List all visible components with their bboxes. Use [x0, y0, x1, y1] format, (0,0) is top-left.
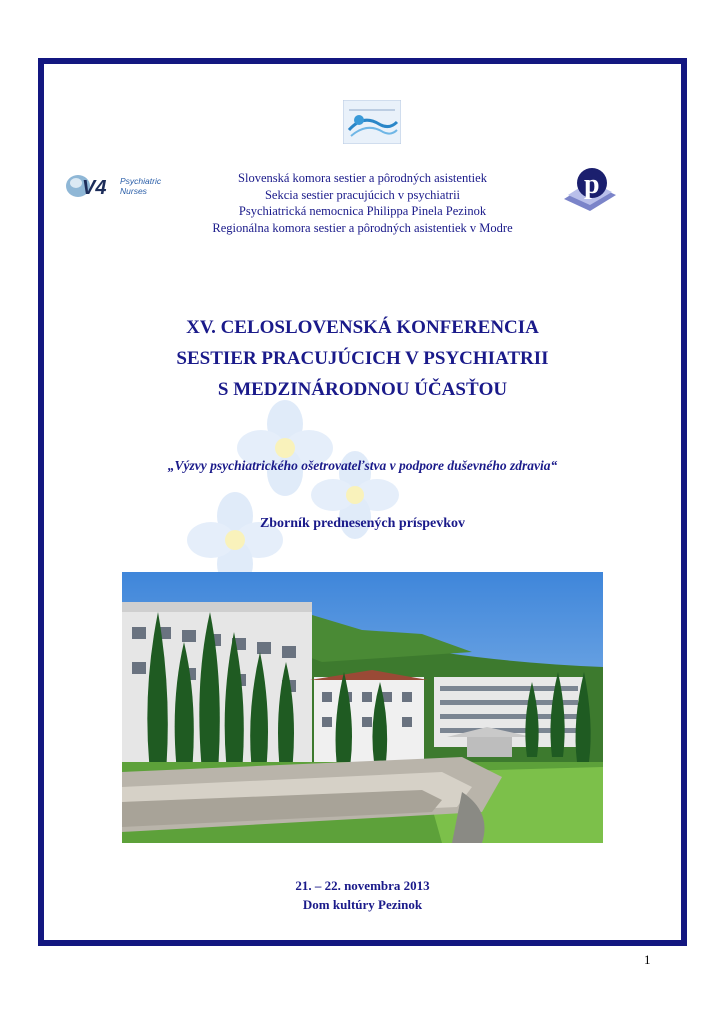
title-line: SESTIER PRACUJÚCICH V PSYCHIATRII [176, 348, 549, 369]
organizer-line: Sekcia sestier pracujúcich v psychiatrii [264, 187, 461, 202]
organizers-list [150, 170, 575, 236]
page-number: 1 [644, 952, 651, 967]
conference-subtitle: „Výzvy psychiatrického ošetrovateľstva v podpore duševného zdravia“ [167, 458, 558, 473]
organizer-line: Slovenská komora sestier a pôrodných asistentiek [238, 171, 487, 185]
title-line: XV. CELOSLOVENSKÁ KONFERENCIA [186, 317, 539, 338]
society-logo [343, 100, 401, 144]
title-line: S MEDZINÁRODNOU ÚČASŤOU [217, 379, 508, 400]
hospital-photo [122, 572, 603, 843]
v4-logo-line1: Psychiatric [120, 176, 162, 186]
background-flowers [165, 400, 425, 580]
event-dates: 21. – 22. novembra 2013 [295, 878, 430, 893]
collection-label: Zborník prednesených príspevkov [259, 516, 466, 531]
event-info [200, 876, 525, 914]
v4-logo-mark: V4 [82, 177, 107, 199]
hospital-logo-letter: p [584, 169, 600, 200]
organizer-line: Psychiatrická nemocnica Philippa Pinela Pezinok [238, 204, 487, 218]
v4-logo-line2: Nurses [120, 186, 147, 196]
event-venue: Dom kultúry Pezinok [302, 897, 423, 912]
conference-title [100, 312, 625, 405]
organizer-line: Regionálna komora sestier a pôrodných asistentiek v Modre [212, 220, 513, 235]
